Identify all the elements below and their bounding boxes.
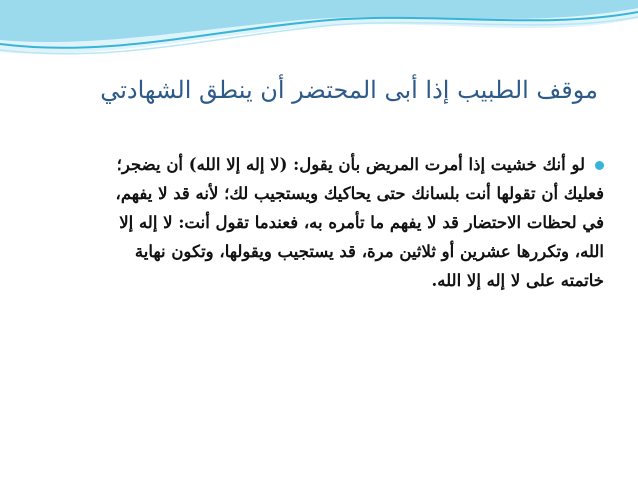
paragraph-line <box>38 150 604 179</box>
paragraph-line: فعليك أن تقولها أنت بلسانك حتى يحاكيك ويستجيب لك؛ لأنه قد لا يفهم، <box>115 184 604 203</box>
paragraph-line-text: لو أنك خشيت إذا أمرت المريض بأن يقول: (لا إله إلا الله) أن يضجر؛ <box>116 155 585 174</box>
slide-body <box>38 150 604 295</box>
paragraph-line: الله، وتكررها عشرين أو ثلاثين مرة، قد يستجيب ويقولها، وتكون نهاية <box>134 242 604 261</box>
paragraph-line: في لحظات الاحتضار قد لا يفهم ما تأمره به، فعندما تقول أنت: لا إله إلا <box>119 213 604 232</box>
paragraph-line: خاتمته على لا إله إلا الله. <box>431 271 604 290</box>
slide-title: موقف الطبيب إذا أبى المحتضر أن ينطق الشهادتي <box>100 76 598 104</box>
header-wave-decoration <box>0 0 638 80</box>
bullet-icon <box>595 161 604 170</box>
